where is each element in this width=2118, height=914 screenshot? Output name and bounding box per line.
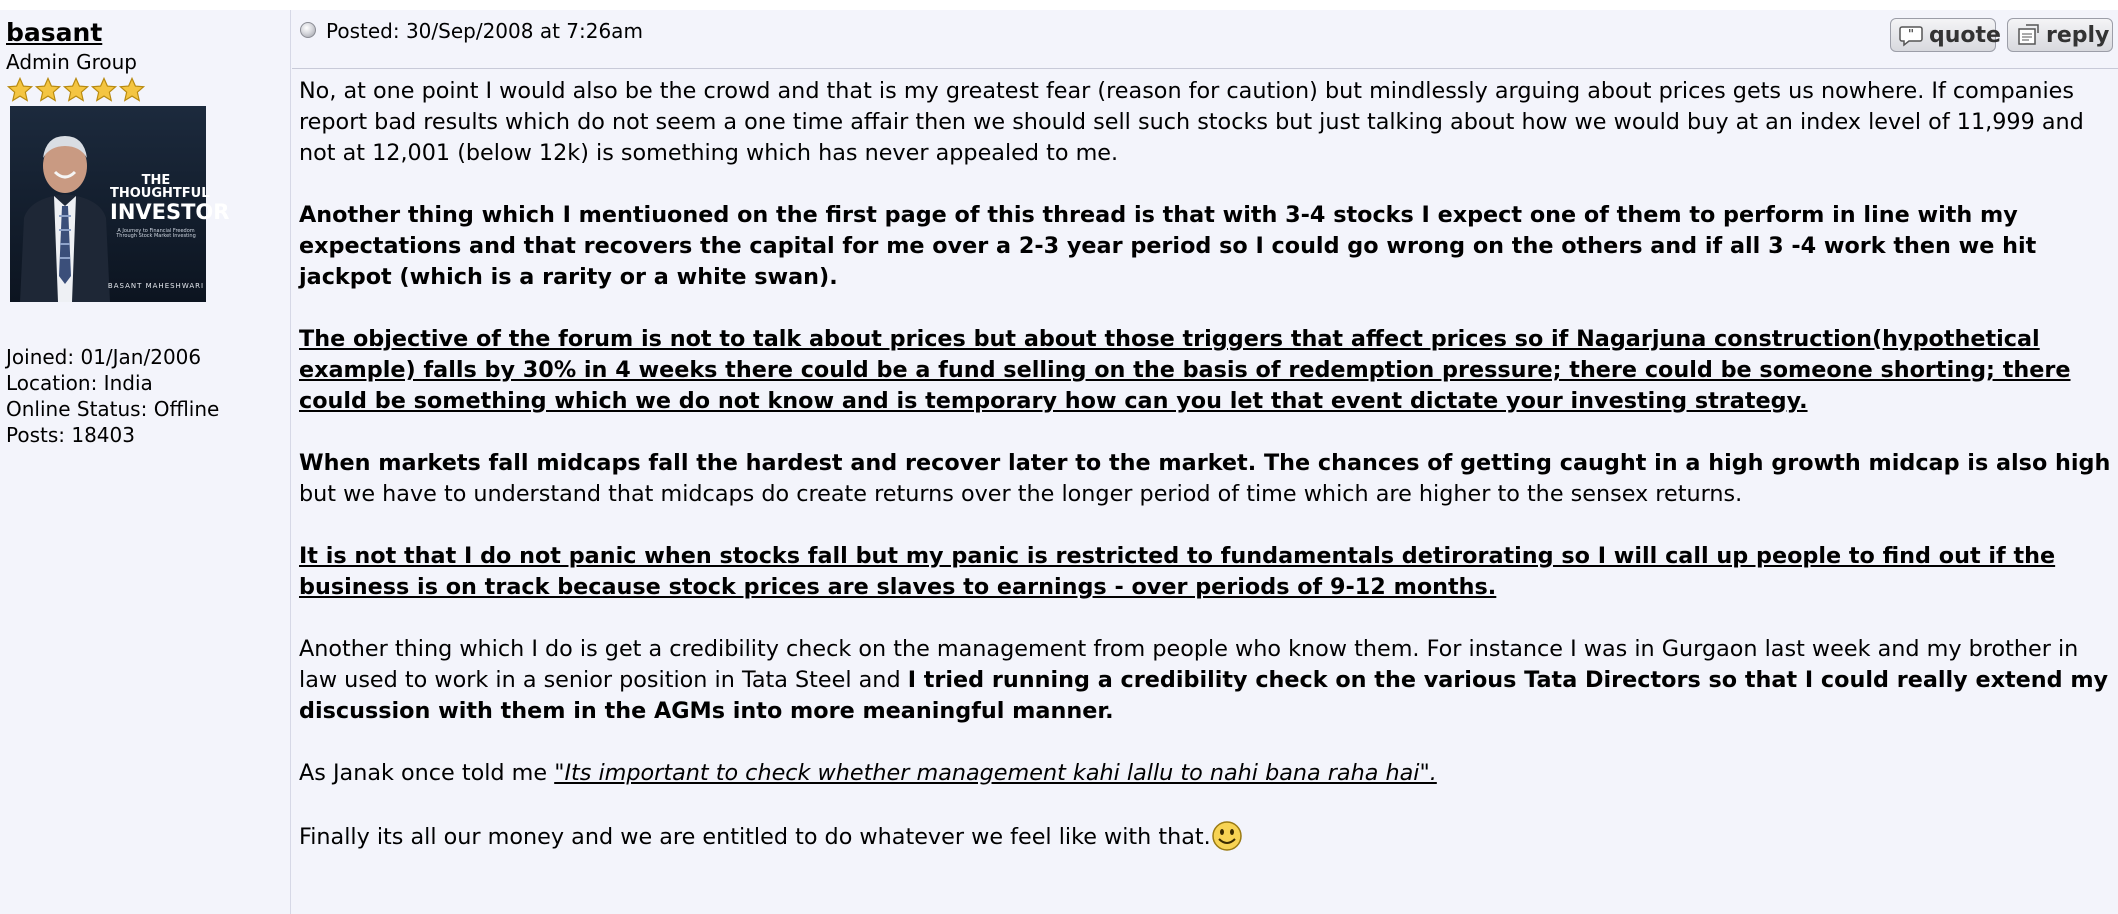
avatar-book-title: THE THOUGHTFUL INVESTOR A Journey to Financial Freedom Through Stock Market Investing xyxy=(110,173,230,239)
quote-icon xyxy=(1899,23,1923,47)
reply-icon xyxy=(2016,23,2040,47)
post-status-icon xyxy=(300,22,316,38)
author-online-status: Online Status: Offline xyxy=(6,397,220,421)
post-paragraph-bold-underlined: It is not that I do not panic when stocks fall but my panic is restricted to fundamentals detirorating so I will call up people to find out if the business is on track because stock prices are slaves to earnings - over periods of 9-12 months. xyxy=(299,543,2056,600)
post-content xyxy=(292,10,2118,914)
post-paragraph-bold-underlined: The objective of the forum is not to talk about prices but about those triggers that affect prices so if Nagarjuna construction(hypothetical example) falls by 30% in 4 weeks there could be a fund selling on the basis of redemption pressure; there could be someone shorting; there could be something which we do not know and is temporary how can you let that event dictate your investing strategy. xyxy=(299,326,2071,414)
post-paragraph xyxy=(299,820,2115,853)
author-meta xyxy=(6,344,219,448)
post-body xyxy=(299,76,2115,884)
post-text: but we have to understand that midcaps do create returns over the longer period of time which are higher to the sensex returns. xyxy=(299,481,1743,507)
post-paragraph xyxy=(299,448,2115,510)
author-posts: Posts: 18403 xyxy=(6,423,135,447)
post-timestamp: Posted: 30/Sep/2008 at 7:26am xyxy=(326,19,643,43)
svg-text:": " xyxy=(1907,27,1915,41)
author-rank-stars xyxy=(6,76,146,106)
post-paragraph: No, at one point I would also be the crowd and that is my greatest fear (reason for caution) but mindlessly arguing about prices gets us nowhere. If companies report bad results which do not seem a one time affair then we should sell such stocks but just talking about how we would buy at an index level of 11,999 and not at 12,001 (below 12k) is something which has never appealed to me. xyxy=(299,78,2084,166)
post-text: Finally its all our money and we are entitled to do whatever we feel like with that. xyxy=(299,824,1211,850)
star-icon xyxy=(34,76,62,104)
reply-button[interactable] xyxy=(2007,18,2113,52)
star-icon xyxy=(118,76,146,104)
quote-button-label: quote xyxy=(1929,22,2001,48)
star-icon xyxy=(62,76,90,104)
forum-post xyxy=(0,10,2118,914)
post-text: Another thing which I do is get a credibility check on the management from people who know them. For instance I was in Gurgaon last week and my brother in law used to work in a senior position in Tata Steel and xyxy=(299,636,2079,693)
post-quote-italic: "Its important to check whether management kahi lallu to nahi bana raha hai". xyxy=(554,760,1437,786)
post-paragraph xyxy=(299,758,2115,789)
author-group: Admin Group xyxy=(6,50,137,74)
post-paragraph-bold: Another thing which I mentiuoned on the first page of this thread is that with 3-4 stocks I expect one of them to perform in line with my expectations and that recovers the capital for me over a 2-3 year period so I could go wrong on the others and if all 3 -4 work then we hit jackpot (which is a rarity or a white swan). xyxy=(299,202,2037,290)
post-text: As Janak once told me xyxy=(299,760,555,786)
author-sidebar xyxy=(0,10,291,914)
post-header xyxy=(292,10,2118,69)
quote-button[interactable] xyxy=(1890,18,2001,52)
avatar-book-author: BASANT MAHESHWARI xyxy=(107,282,205,290)
avatar-portrait xyxy=(10,106,120,302)
post-text-bold: When markets fall midcaps fall the hardest and recover later to the market. The chances of getting caught in a high growth midcap is also high xyxy=(299,450,2111,476)
star-icon xyxy=(6,76,34,104)
star-icon xyxy=(90,76,118,104)
author-location: Location: India xyxy=(6,371,153,395)
smiley-icon xyxy=(1211,820,1243,852)
author-avatar xyxy=(10,106,230,302)
post-text-bold: I tried running a credibility check on the various Tata Directors so that I could really extend my discussion with them in the AGMs into more meaningful manner. xyxy=(299,667,2109,724)
author-username-link[interactable]: basant xyxy=(6,18,103,47)
author-joined: Joined: 01/Jan/2006 xyxy=(6,345,202,369)
reply-button-label: reply xyxy=(2046,22,2110,48)
post-paragraph xyxy=(299,634,2115,727)
